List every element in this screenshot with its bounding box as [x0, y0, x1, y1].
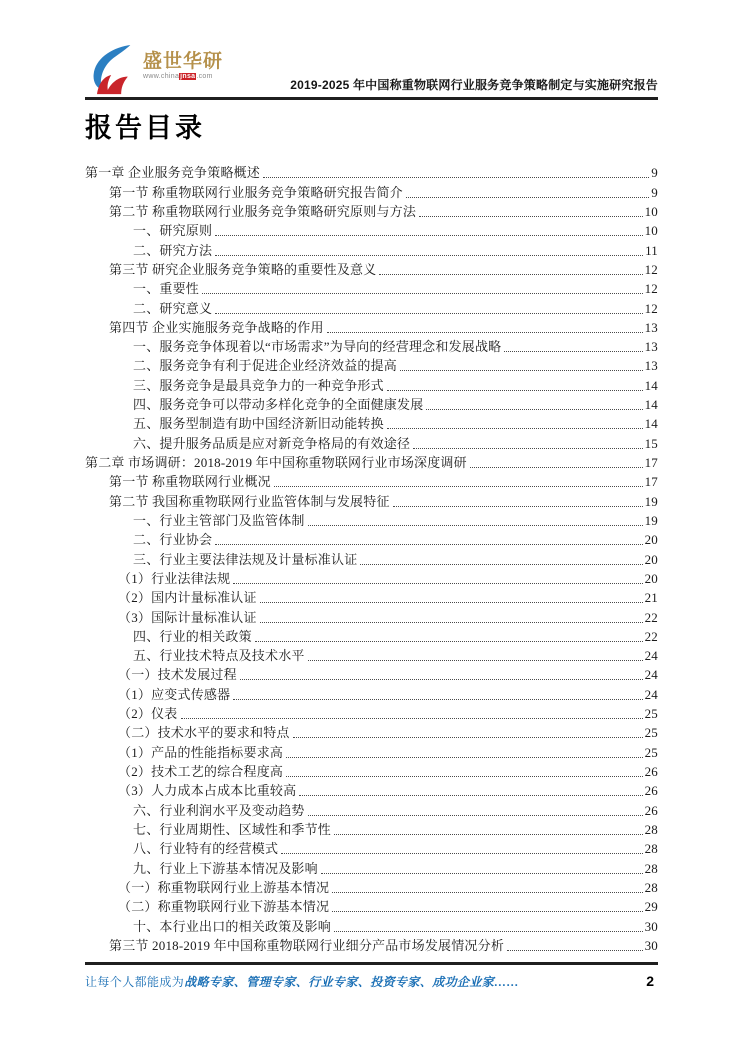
- toc-entry[interactable]: [85, 432, 658, 451]
- toc-dot-leader: [263, 177, 649, 178]
- slogan-emphasis: 战略专家、管理专家、行业专家、投资专家、成功企业家……: [184, 975, 520, 989]
- toc-dot-leader: [215, 544, 642, 545]
- toc-dot-leader: [426, 409, 642, 410]
- toc-entry[interactable]: [85, 374, 658, 393]
- toc-dot-leader: [215, 255, 643, 256]
- toc-entry[interactable]: [85, 896, 658, 915]
- logo-text-block: [143, 43, 223, 81]
- toc-page-number: 25: [644, 706, 658, 722]
- toc-entry[interactable]: [85, 162, 658, 181]
- toc-entry-text: 三、行业主要法律法规及计量标准认证: [133, 551, 358, 567]
- toc-dot-leader: [334, 834, 643, 835]
- toc-dot-leader: [293, 737, 643, 738]
- toc-page-number: 20: [644, 532, 658, 548]
- page-header: [85, 0, 658, 100]
- toc-entry-text: 第三节 研究企业服务竞争策略的重要性及意义: [109, 261, 377, 277]
- toc-entry-text: 二、行业协会: [133, 532, 213, 548]
- report-title: 2019-2025 年中国称重物联网行业服务竞争策略制定与实施研究报告: [290, 78, 658, 92]
- toc-entry[interactable]: [85, 683, 658, 702]
- toc-dot-leader: [308, 525, 643, 526]
- toc-page-number: 11: [645, 242, 658, 258]
- toc-entry[interactable]: [85, 278, 658, 297]
- toc-entry[interactable]: [85, 664, 658, 683]
- toc-entry-text: 二、服务竞争有利于促进企业经济效益的提高: [133, 358, 398, 374]
- toc-page-number: 12: [644, 261, 658, 277]
- toc-page-number: 10: [644, 223, 658, 239]
- toc-page-number: 14: [644, 377, 658, 393]
- toc-page-number: 9: [651, 165, 658, 181]
- toc-page-number: 14: [644, 416, 658, 432]
- toc-page-number: 26: [644, 802, 658, 818]
- toc-page-number: 24: [644, 667, 658, 683]
- toc-page-number: 9: [651, 184, 658, 200]
- toc-dot-leader: [332, 892, 642, 893]
- toc-entry[interactable]: [85, 529, 658, 548]
- slogan-prefix: 让每个人都能成为: [85, 975, 185, 989]
- toc-entry-text: 六、行业利润水平及变动趋势: [133, 802, 305, 818]
- toc-page-number: 28: [644, 841, 658, 857]
- toc-page-number: 24: [644, 648, 658, 664]
- toc-entry[interactable]: [85, 297, 658, 316]
- toc-dot-leader: [260, 622, 643, 623]
- toc-dot-leader: [406, 197, 649, 198]
- toc-entry-text: 一、研究原则: [133, 223, 213, 239]
- toc-page-number: 28: [644, 879, 658, 895]
- toc-dot-leader: [327, 332, 643, 333]
- toc-page-number: 17: [644, 474, 658, 490]
- toc-dot-leader: [274, 486, 643, 487]
- toc-dot-leader: [379, 274, 642, 275]
- toc-page-number: 17: [644, 455, 658, 470]
- toc-entry[interactable]: [85, 780, 658, 799]
- toc-entry[interactable]: [85, 799, 658, 818]
- toc-page-number: 14: [644, 397, 658, 413]
- company-logo: [87, 43, 223, 97]
- toc-dot-leader: [308, 660, 643, 661]
- toc-entry-text: 第二节 我国称重物联网行业监管体制与发展特征: [109, 493, 390, 509]
- toc-dot-leader: [181, 718, 643, 719]
- toc-page-number: 12: [644, 300, 658, 316]
- toc-dot-leader: [260, 602, 643, 603]
- toc-dot-leader: [286, 757, 642, 758]
- toc-entry[interactable]: [85, 761, 658, 780]
- toc-entry-text: 第一章 企业服务竞争策略概述: [85, 165, 261, 181]
- toc-page-number: 30: [644, 937, 658, 953]
- toc-entry-text: （1）行业法律法规: [118, 570, 231, 586]
- toc-entry-text: 第二章 市场调研：2018-2019 年中国称重物联网行业市场深度调研: [85, 455, 467, 470]
- toc-entry-text: 九、行业上下游基本情况及影响: [133, 860, 318, 876]
- toc-dot-leader: [360, 564, 642, 565]
- toc-page-number: 20: [644, 570, 658, 586]
- toc-entry-text: （2）技术工艺的综合程度高: [118, 764, 284, 779]
- toc-entry[interactable]: [85, 645, 658, 664]
- toc-entry-text: （2）仪表: [118, 706, 178, 722]
- toc-page-number: 26: [644, 783, 658, 799]
- toc-page-number: 29: [644, 899, 658, 915]
- website-suffix: .com: [196, 73, 213, 80]
- brand-website: [143, 72, 223, 81]
- toc-page-number: 13: [644, 358, 658, 374]
- toc-entry[interactable]: [85, 703, 658, 722]
- toc-entry-text: 五、行业技术特点及技术水平: [133, 648, 305, 664]
- page-title: 报告目录: [85, 113, 205, 143]
- toc-dot-leader: [202, 293, 643, 294]
- toc-page-number: 25: [644, 725, 658, 741]
- toc-entry-text: 第四节 企业实施服务竞争战略的作用: [109, 319, 324, 335]
- toc-entry[interactable]: [85, 819, 658, 838]
- toc-page-number: 25: [644, 744, 658, 760]
- toc-dot-leader: [308, 815, 643, 816]
- toc-dot-leader: [419, 216, 643, 217]
- toc-page-number: 28: [644, 860, 658, 876]
- toc-page-number: 26: [644, 764, 658, 779]
- toc-entry-text: 三、服务竞争是最具竞争力的一种竞争形式: [133, 377, 384, 393]
- toc-entry-text: 第一节 称重物联网行业服务竞争策略研究报告简介: [109, 184, 403, 200]
- toc-entry-text: 第三节 2018-2019 年中国称重物联网行业细分产品市场发展情况分析: [109, 937, 505, 953]
- toc-page-number: 19: [644, 512, 658, 528]
- toc-entry[interactable]: [85, 587, 658, 606]
- toc-entry-text: 二、研究意义: [133, 300, 213, 316]
- toc-entry[interactable]: [85, 471, 658, 490]
- toc-entry-text: 四、行业的相关政策: [133, 628, 252, 644]
- toc-entry[interactable]: [85, 838, 658, 857]
- toc-dot-leader: [321, 873, 643, 874]
- toc-page-number: 22: [644, 609, 658, 625]
- toc-page-number: 21: [644, 590, 658, 606]
- toc-dot-leader: [387, 428, 643, 429]
- toc-page-number: 15: [644, 435, 658, 451]
- toc-page-number: 24: [644, 686, 658, 702]
- toc-entry[interactable]: [85, 452, 658, 471]
- toc-entry-text: （2）国内计量标准认证: [118, 590, 257, 606]
- toc-dot-leader: [413, 448, 642, 449]
- toc-entry[interactable]: [85, 317, 658, 336]
- toc-entry-text: 一、重要性: [133, 281, 200, 297]
- toc-dot-leader: [215, 313, 642, 314]
- toc-entry-text: 七、行业周期性、区域性和季节性: [133, 821, 332, 837]
- toc-entry[interactable]: [85, 722, 658, 741]
- toc-page-number: 19: [644, 493, 658, 509]
- toc-entry[interactable]: [85, 935, 658, 954]
- website-prefix: www.china: [143, 73, 180, 80]
- toc-entry-text: 第二节 称重物联网行业服务竞争策略研究原则与方法: [109, 203, 417, 219]
- toc-entry[interactable]: [85, 355, 658, 374]
- toc-entry-text: 四、服务竞争可以带动多样化竞争的全面健康发展: [133, 397, 424, 413]
- toc-entry[interactable]: [85, 915, 658, 934]
- toc-entry-text: 一、行业主管部门及监管体制: [133, 512, 305, 528]
- toc-list: [85, 162, 658, 954]
- page-number: 2: [646, 973, 654, 989]
- logo-mark-icon: [87, 43, 137, 97]
- toc-dot-leader: [215, 235, 642, 236]
- toc-dot-leader: [240, 679, 643, 680]
- toc-entry[interactable]: [85, 741, 658, 760]
- toc-entry-text: （二）技术水平的要求和特点: [118, 725, 290, 741]
- toc-page-number: 10: [644, 203, 658, 219]
- toc-dot-leader: [233, 699, 642, 700]
- toc-entry-text: （一）称重物联网行业上游基本情况: [118, 879, 330, 895]
- toc-page-number: 28: [644, 821, 658, 837]
- toc-page-number: 13: [644, 339, 658, 355]
- toc-dot-leader: [332, 911, 642, 912]
- toc-page-number: 30: [644, 918, 658, 934]
- toc-dot-leader: [233, 583, 642, 584]
- toc-entry-text: 八、行业特有的经营模式: [133, 841, 279, 857]
- toc-dot-leader: [393, 506, 643, 507]
- toc-entry-text: 二、研究方法: [133, 242, 213, 258]
- toc-entry[interactable]: [85, 490, 658, 509]
- toc-dot-leader: [281, 853, 642, 854]
- website-highlight: jnsa: [180, 73, 196, 80]
- toc-entry-text: （1）应变式传感器: [118, 686, 231, 702]
- toc-entry[interactable]: [85, 877, 658, 896]
- toc-page-number: 20: [644, 551, 658, 567]
- toc-dot-leader: [299, 795, 642, 796]
- toc-entry[interactable]: [85, 568, 658, 587]
- toc-entry-text: （3）国际计量标准认证: [118, 609, 257, 625]
- toc-entry[interactable]: [85, 220, 658, 239]
- toc-entry[interactable]: [85, 181, 658, 200]
- toc-dot-leader: [504, 351, 642, 352]
- toc-page-number: 12: [644, 281, 658, 297]
- toc-entry-text: 一、服务竞争体现着以“市场需求”为导向的经营理念和发展战略: [133, 339, 502, 355]
- toc-entry-text: （3）人力成本占成本比重较高: [118, 783, 297, 799]
- toc-page-number: 13: [644, 319, 658, 335]
- page-footer: [85, 962, 658, 990]
- toc-dot-leader: [400, 370, 643, 371]
- toc-dot-leader: [387, 390, 643, 391]
- toc-entry[interactable]: [85, 239, 658, 258]
- toc-dot-leader: [286, 776, 642, 777]
- brand-name: 盛世华研: [143, 51, 224, 72]
- toc-entry[interactable]: [85, 394, 658, 413]
- toc-dot-leader: [470, 467, 643, 468]
- toc-entry-text: （二）称重物联网行业下游基本情况: [118, 899, 330, 915]
- toc-entry-text: 六、提升服务品质是应对新竞争格局的有效途径: [133, 435, 411, 451]
- footer-slogan: [85, 973, 519, 990]
- toc-entry-text: 十、本行业出口的相关政策及影响: [133, 918, 332, 934]
- toc-entry[interactable]: [85, 857, 658, 876]
- toc-page-number: 22: [644, 628, 658, 644]
- toc-entry-text: （1）产品的性能指标要求高: [118, 744, 284, 760]
- toc-entry[interactable]: [85, 413, 658, 432]
- toc-entry[interactable]: [85, 626, 658, 645]
- toc-entry[interactable]: [85, 606, 658, 625]
- toc-dot-leader: [255, 641, 643, 642]
- toc-entry[interactable]: [85, 510, 658, 529]
- toc-entry[interactable]: [85, 201, 658, 220]
- toc-entry-text: 第一节 称重物联网行业概况: [109, 474, 271, 490]
- toc-entry[interactable]: [85, 548, 658, 567]
- toc-entry-text: 五、服务型制造有助中国经济新旧动能转换: [133, 416, 384, 432]
- toc-entry[interactable]: [85, 336, 658, 355]
- toc-dot-leader: [334, 931, 643, 932]
- toc-entry[interactable]: [85, 259, 658, 278]
- toc-entry-text: （一）技术发展过程: [118, 667, 237, 683]
- toc-dot-leader: [507, 950, 643, 951]
